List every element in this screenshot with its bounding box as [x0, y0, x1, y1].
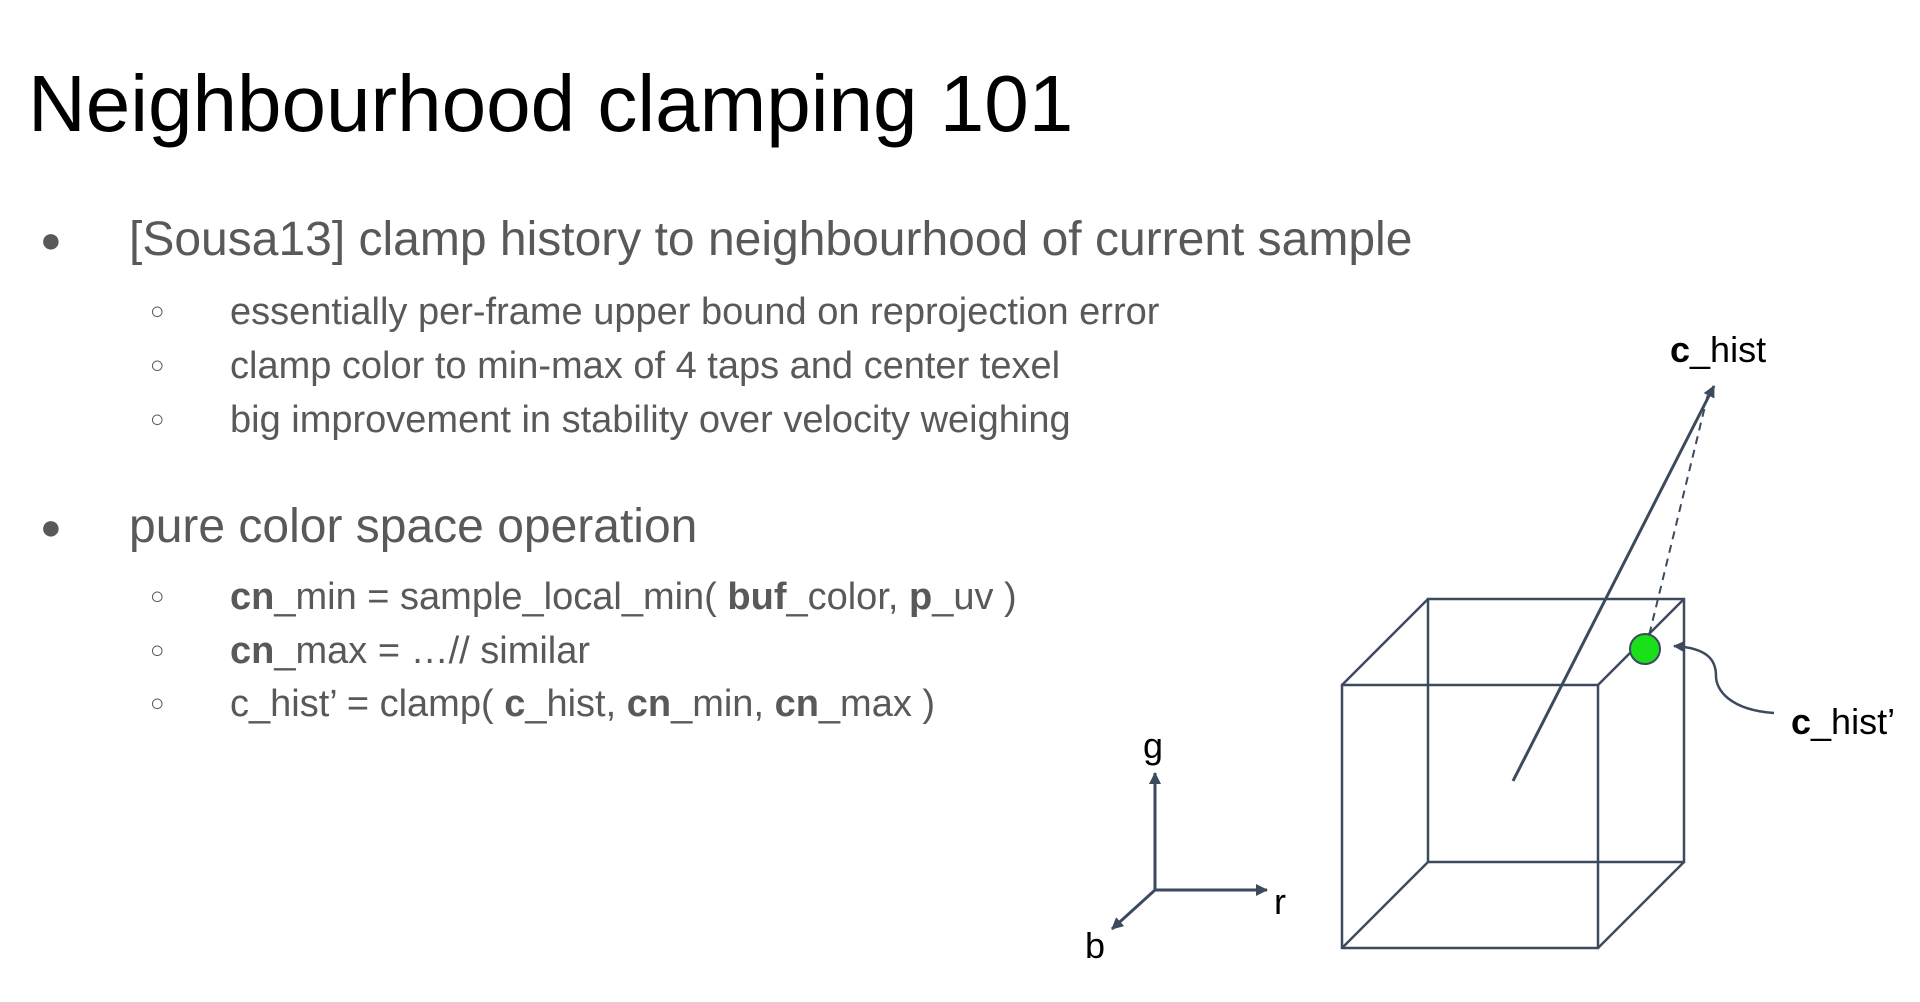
bullet-1-text: [Sousa13] clamp history to neighbourhood of current sample [129, 213, 1413, 266]
r-axis-label: r [1274, 881, 1286, 922]
sub-bullet-1-2-text: clamp color to min-max of 4 taps and center texel [230, 345, 1061, 387]
clamp-dashed-line [1646, 394, 1708, 648]
text-run: _min = sample_local_min( [274, 576, 728, 618]
cube-edge [1598, 862, 1684, 948]
text-run: _color, [786, 576, 909, 618]
bold-run: cn [230, 630, 275, 672]
text-run: _hist, [525, 683, 627, 725]
sub-bullet-marker: ○ [150, 583, 165, 610]
cube-edge [1342, 599, 1428, 685]
rgb-axes [1085, 725, 1286, 966]
bold-run: cn [230, 576, 275, 618]
sub-bullet-1-3-text: big improvement in stability over velocity weighing [230, 399, 1071, 441]
g-axis-label: g [1143, 725, 1164, 766]
bold-run: cn [626, 683, 672, 725]
text-run: _uv ) [932, 576, 1017, 618]
bullet-marker-2: ● [40, 506, 62, 547]
text-run: c_hist’ = clamp( [230, 683, 505, 725]
text-run: _min, [671, 683, 775, 725]
sub-bullet-marker: ○ [150, 637, 165, 664]
slide-title: Neighbourhood clamping 101 [28, 59, 1074, 148]
bullet-marker-1: ● [40, 219, 62, 260]
sub-bullet-marker: ○ [150, 690, 165, 717]
clamped-history-point [1630, 634, 1660, 664]
cube-edge [1342, 862, 1428, 948]
sub-bullet-marker: ○ [150, 406, 165, 433]
text-run: _max = …// similar [274, 630, 591, 672]
bold-run: cn [774, 683, 819, 725]
b-axis [1112, 890, 1155, 929]
callout-arrow [1674, 646, 1774, 713]
text-run: _max ) [818, 683, 936, 725]
b-axis-label: b [1085, 925, 1106, 966]
sub-bullet-marker: ○ [150, 352, 165, 379]
sub-bullet-1-1-text: essentially per-frame upper bound on reprojection error [230, 291, 1160, 333]
sub-bullet-marker: ○ [150, 298, 165, 325]
c-hist-prime-label: c_hist’ [1791, 701, 1896, 742]
bold-run: p [909, 576, 933, 618]
bullet-2-text: pure color space operation [129, 500, 698, 553]
c-hist-label: c_hist [1670, 329, 1767, 370]
bold-run: c [504, 683, 526, 725]
bold-run: buf [727, 576, 787, 618]
